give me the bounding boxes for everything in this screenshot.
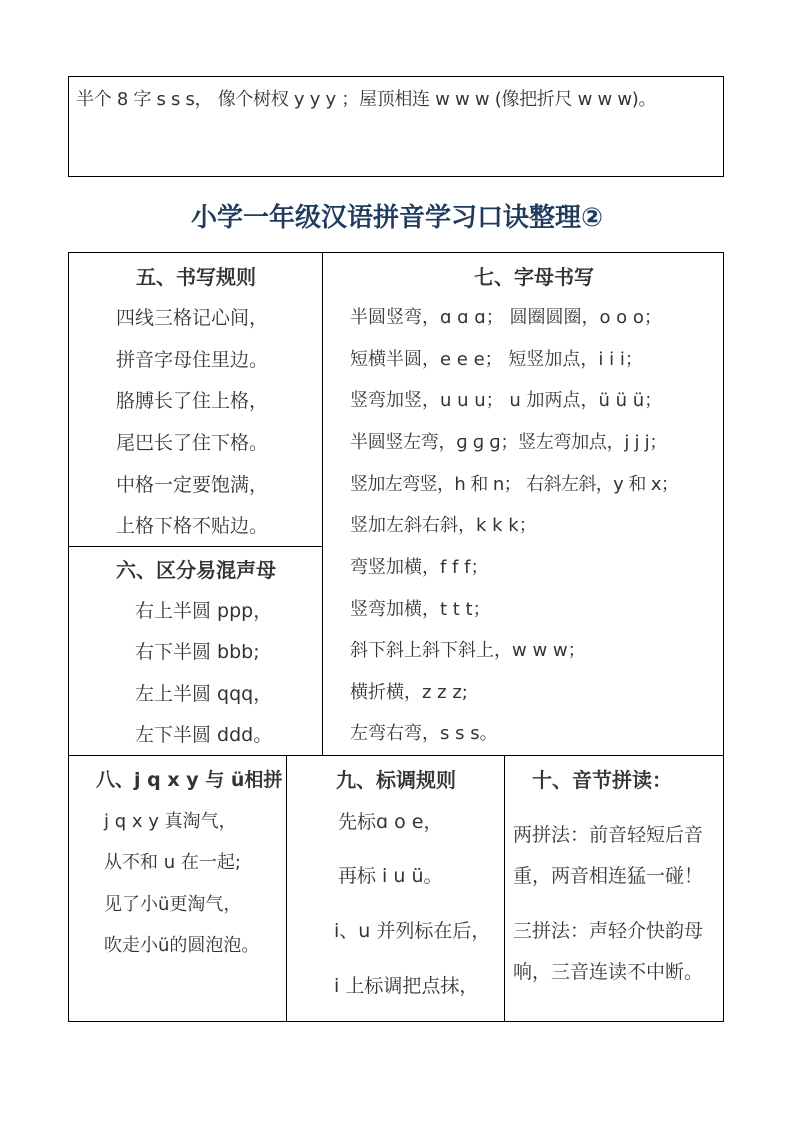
section5-line: 上格下格不贴边。 bbox=[116, 515, 269, 537]
section7-line: 弯竖加横，f f f； bbox=[350, 557, 489, 578]
section5-line: 四线三格记心间， bbox=[116, 307, 269, 329]
section7-line: 半圆竖弯，ɑ ɑ ɑ； 圆圈圆圈，o o o； bbox=[350, 307, 662, 328]
section5-line: 尾巴长了住下格。 bbox=[116, 432, 269, 454]
section8-line: j q x y 真淘气， bbox=[104, 811, 237, 832]
section8-line: 从不和 u 在一起; bbox=[104, 852, 241, 873]
section9-line: i 上标调把点抹， bbox=[334, 975, 479, 997]
section9-line: 再标 i u ü。 bbox=[338, 865, 443, 887]
section7-line: 竖加左弯竖，h 和 n； 右斜左斜，y 和 x； bbox=[350, 474, 679, 495]
section7-line: 短横半圆，e e e； 短竖加点，i i i； bbox=[350, 349, 643, 370]
section7-line: 左弯右弯，s s s。 bbox=[350, 723, 498, 744]
section9-line: 先标ɑ o e， bbox=[338, 811, 443, 833]
section6-heading: 六、区分易混声母 bbox=[116, 558, 276, 582]
section10-line: 响，三音连读不中断。 bbox=[513, 961, 704, 983]
section8-line: 见了小ü更淘气， bbox=[104, 894, 242, 915]
section7-line: 竖加左斜右斜，k k k； bbox=[350, 515, 537, 536]
section5-line: 中格一定要饱满， bbox=[116, 474, 269, 496]
section7-line: 竖弯加横，t t t； bbox=[350, 599, 491, 620]
section7-line: 半圆竖左弯，ɡ ɡ ɡ；竖左弯加点，j j j； bbox=[350, 432, 667, 453]
section8-heading: 八、j q x y 与 ü相拼 bbox=[96, 769, 283, 791]
page-title: 小学一年级汉语拼音学习口诀整理② bbox=[190, 203, 603, 233]
divider-v-upper bbox=[322, 252, 323, 756]
section5-line: 胳膊长了住上格， bbox=[116, 390, 269, 412]
section7-heading: 七、字母书写 bbox=[474, 265, 594, 289]
section10-heading: 十、音节拼读： bbox=[532, 768, 672, 792]
top-note-text: 半个 8 字 s s s， 像个树杈 y y y ；屋顶相连 w w w (像把折尺 w w w)。 bbox=[76, 89, 657, 110]
section9-line: i、u 并列标在后， bbox=[334, 920, 491, 942]
section6-line: 左下半圆 ddd。 bbox=[135, 724, 273, 746]
section9-heading: 九、标调规则 bbox=[336, 768, 456, 792]
section7-line: 竖弯加竖，u u u； u 加两点，ü ü ü； bbox=[350, 390, 663, 411]
divider-v-bottom-2 bbox=[504, 755, 505, 1022]
divider-v-bottom-1 bbox=[286, 755, 287, 1022]
section7-line: 横折横，z z z; bbox=[350, 682, 468, 703]
section6-line: 左上半圆 qqq， bbox=[135, 683, 273, 705]
section5-line: 拼音字母住里边。 bbox=[116, 349, 269, 371]
section5-heading: 五、书写规则 bbox=[136, 265, 256, 289]
section7-line: 斜下斜上斜下斜上，w w w； bbox=[350, 640, 586, 661]
section6-line: 右上半圆 ppp， bbox=[135, 600, 273, 622]
section10-line: 两拼法：前音轻短后音 bbox=[513, 824, 704, 846]
section8-line: 吹走小ü的圆泡泡。 bbox=[104, 935, 260, 956]
divider-h-bottom bbox=[68, 755, 724, 756]
section6-line: 右下半圆 bbb; bbox=[135, 641, 260, 663]
section10-line: 重，两音相连猛一碰！ bbox=[513, 865, 704, 887]
section10-line: 三拼法：声轻介快韵母 bbox=[513, 920, 704, 942]
divider-h-left bbox=[68, 546, 323, 547]
